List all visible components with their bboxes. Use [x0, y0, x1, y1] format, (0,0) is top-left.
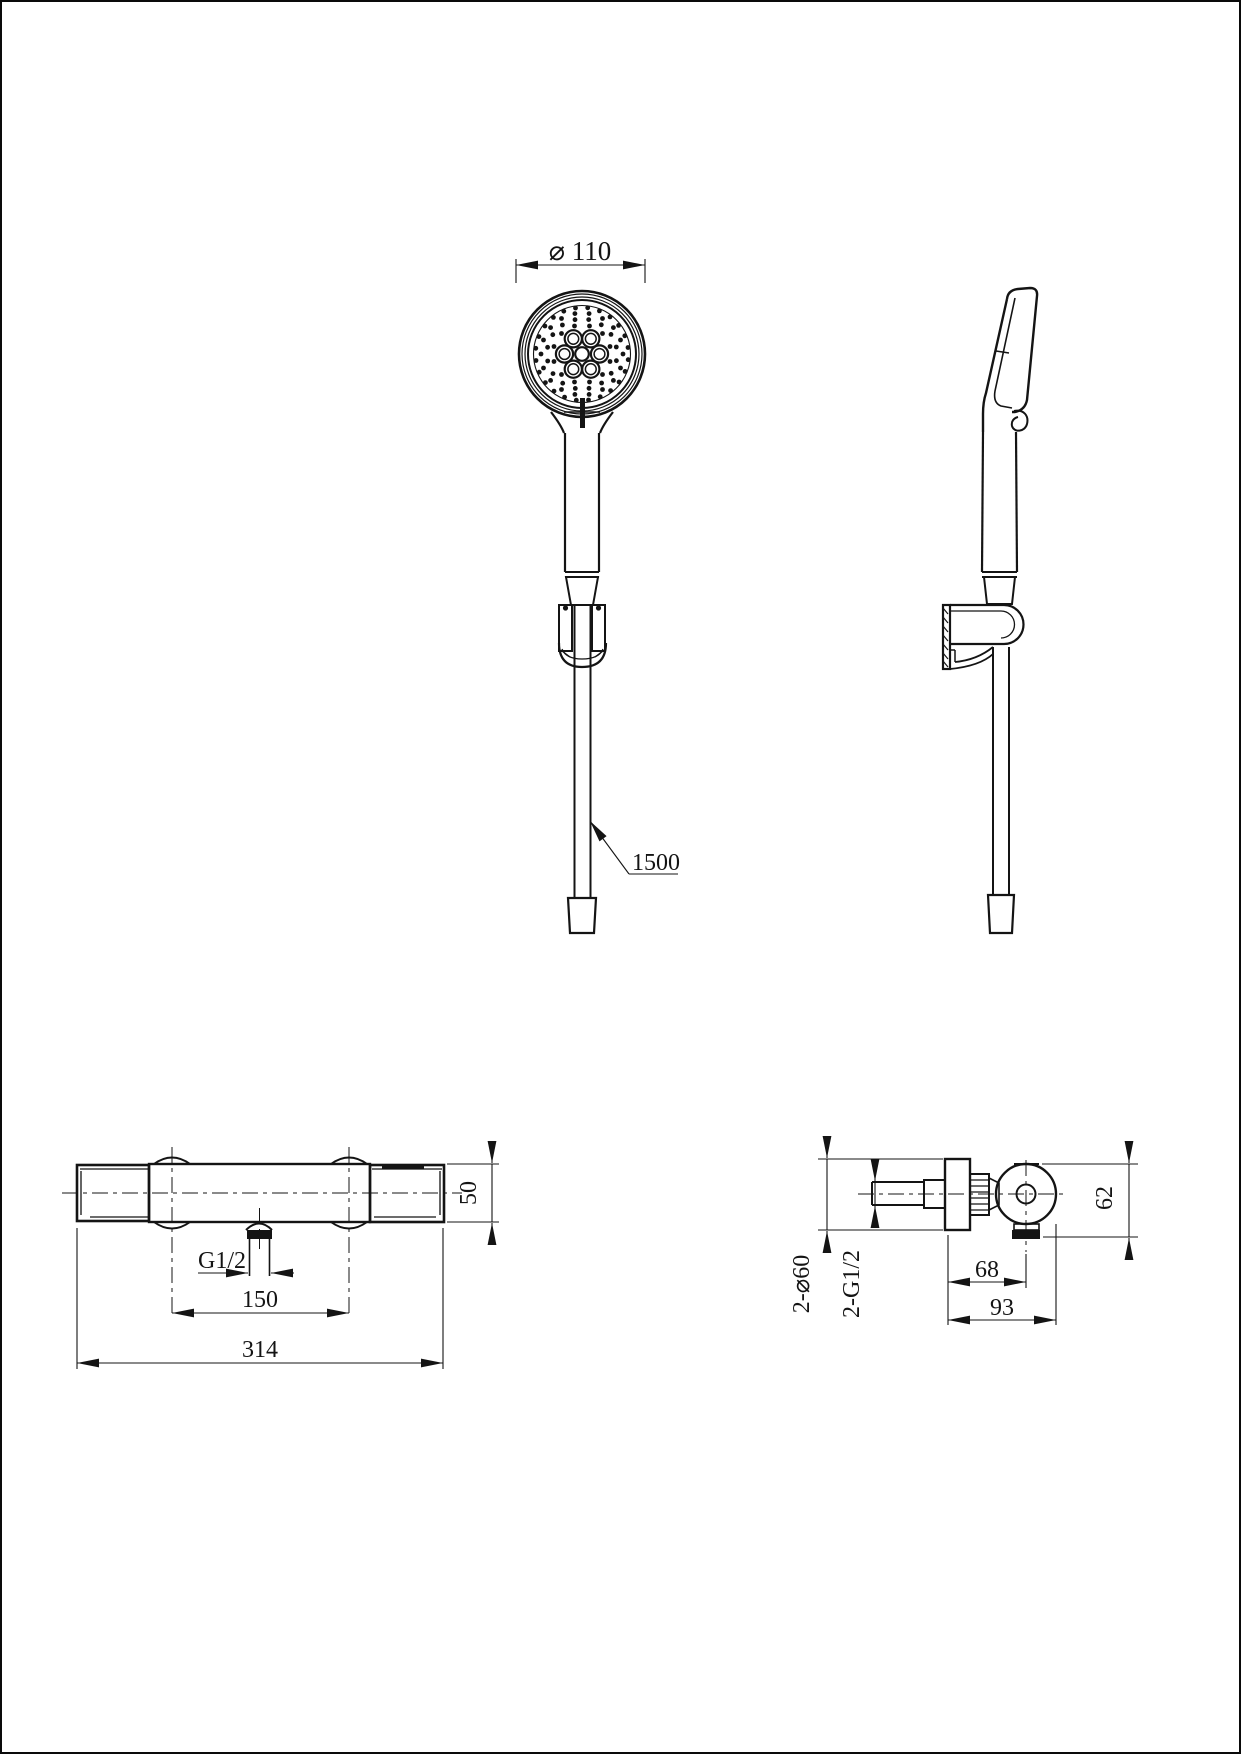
- dim-outlet-thread: [198, 1248, 294, 1274]
- outlet-thread-label: G1/2: [198, 1248, 246, 1274]
- dim-head-diameter: [516, 236, 645, 283]
- wall-bracket-front: [559, 605, 606, 667]
- hose-end-fitting: [568, 898, 596, 933]
- hose-end-fitting-side: [988, 895, 1014, 933]
- dim-outlet-depth: [948, 1235, 1026, 1325]
- head-diameter-label: ⌀ 110: [548, 236, 612, 266]
- handshower-front-view: [516, 236, 680, 933]
- dim-overall-depth: [948, 1224, 1056, 1325]
- dim-center-distance: [172, 1287, 349, 1313]
- escutcheon-label: 2-⌀60: [789, 1254, 815, 1314]
- valve-height-label: 50: [456, 1181, 482, 1205]
- center-distance-label: 150: [242, 1287, 278, 1313]
- hose-length-label: 1500: [632, 850, 680, 876]
- technical-drawing: [2, 2, 1241, 1754]
- overall-depth-label: 93: [990, 1295, 1014, 1321]
- shower-hose-side: [988, 647, 1014, 933]
- inlet-thread-label: 2-G1/2: [839, 1250, 865, 1318]
- dim-escutcheon: [789, 1137, 943, 1313]
- valve-side-view: [789, 1137, 1138, 1325]
- hang-hook: [1012, 411, 1028, 431]
- head-neck: [551, 412, 564, 433]
- shower-handle-side: [982, 432, 1017, 604]
- dim-hose-length: [590, 821, 680, 876]
- center-nozzle-cluster: [556, 330, 608, 378]
- outlet-depth-label: 68: [975, 1257, 999, 1283]
- wall-bracket-side: [943, 605, 1024, 669]
- dim-inlet-thread: [839, 1161, 875, 1318]
- shower-hose-front: [568, 606, 596, 933]
- handshower-side-view: [943, 288, 1037, 933]
- shower-handle: [565, 433, 599, 605]
- shower-head-side: [983, 288, 1037, 432]
- overall-width-label: 314: [242, 1337, 278, 1363]
- side-height-label: 62: [1092, 1186, 1118, 1210]
- valve-front-view: [62, 1143, 499, 1369]
